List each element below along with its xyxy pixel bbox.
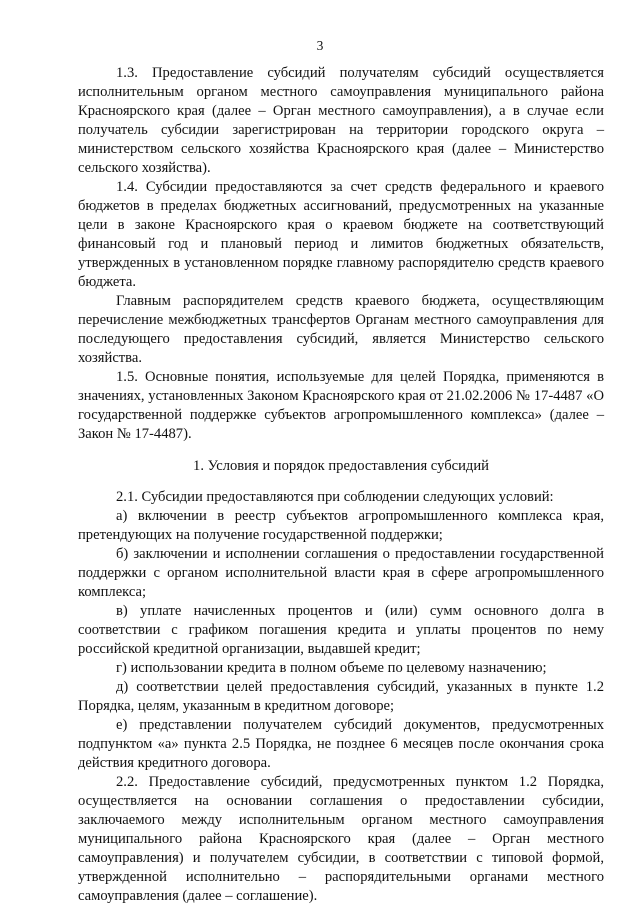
paragraph-2-2: 2.2. Предоставление субсидий, предусмотренных пунктом 1.2 Порядка, осуществляется на основании соглашения о предоставлении субсидии, заключаемого между исполнительным органом местного самоуправления муниципального района Красноярского края (далее – Орган местного самоуправления) и получателем субсидии, в соответствии с типовой формой, утвержденной исполнительно – распорядительными органами местного самоуправления (далее – соглашение). xyxy=(78,774,604,904)
paragraph-1-3: 1.3. Предоставление субсидий получателям субсидий осуществляется исполнительным органом местного самоуправления муниципального района Красноярского края (далее – Орган местного самоуправления), а в случае если получатель субсидии зарегистрирован на территории городского округа – министерством сельского хозяйства Красноярского края (далее – Министерство сельского хозяйства). xyxy=(78,65,604,176)
section-heading: 1. Условия и порядок предоставления субсидий xyxy=(193,458,489,474)
list-item-v: в) уплате начисленных процентов и (или) сумм основного долга в соответствии с графиком погашения кредита и уплаты процентов по нему российской кредитной организации, выдавшей кредит; xyxy=(78,603,604,657)
paragraph-1-5: 1.5. Основные понятия, используемые для целей Порядка, применяются в значениях, установленных Законом Красноярского края от 21.02.2006 № 17-4487 «О государственной поддержке субъектов агропромышленного комплекса» (далее – Закон № 17-4487). xyxy=(78,369,604,442)
document-body xyxy=(78,64,604,906)
list-item-e: е) представлении получателем субсидий документов, предусмотренных подпунктом «а» пункта 2.5 Порядка, не позднее 6 месяцев после окончания срока действия кредитного договора. xyxy=(78,717,604,771)
paragraph-main-distributor: Главным распорядителем средств краевого бюджета, осуществляющим перечисление межбюджетных трансфертов Органам местного самоуправления для последующего предоставления субсидий, является Министерство сельского хозяйства. xyxy=(78,293,604,366)
list-item-a: а) включении в реестр субъектов агропромышленного комплекса края, претендующих на получение государственной поддержки; xyxy=(78,508,604,543)
list-item-d: д) соответствии целей предоставления субсидий, указанных в пункте 1.2 Порядка, целям, указанным в кредитном договоре; xyxy=(78,679,604,714)
list-item-g: г) использовании кредита в полном объеме по целевому назначению; xyxy=(116,660,547,676)
list-item-b: б) заключении и исполнении соглашения о предоставлении государственной поддержки с органом исполнительной власти края в сфере агропромышленного комплекса; xyxy=(78,546,604,600)
paragraph-2-1: 2.1. Субсидии предоставляются при соблюдении следующих условий: xyxy=(116,489,554,505)
page-number: 3 xyxy=(316,38,324,53)
paragraph-1-4: 1.4. Субсидии предоставляются за счет средств федерального и краевого бюджетов в пределах бюджетных ассигнований, предусмотренных на указанные цели в законе Красноярского края о краевом бюджете на соответствующий финансовый год и плановый период и лимитов бюджетных обязательств, утвержденных в установленном порядке главному распорядителю средств краевого бюджета. xyxy=(78,179,604,290)
